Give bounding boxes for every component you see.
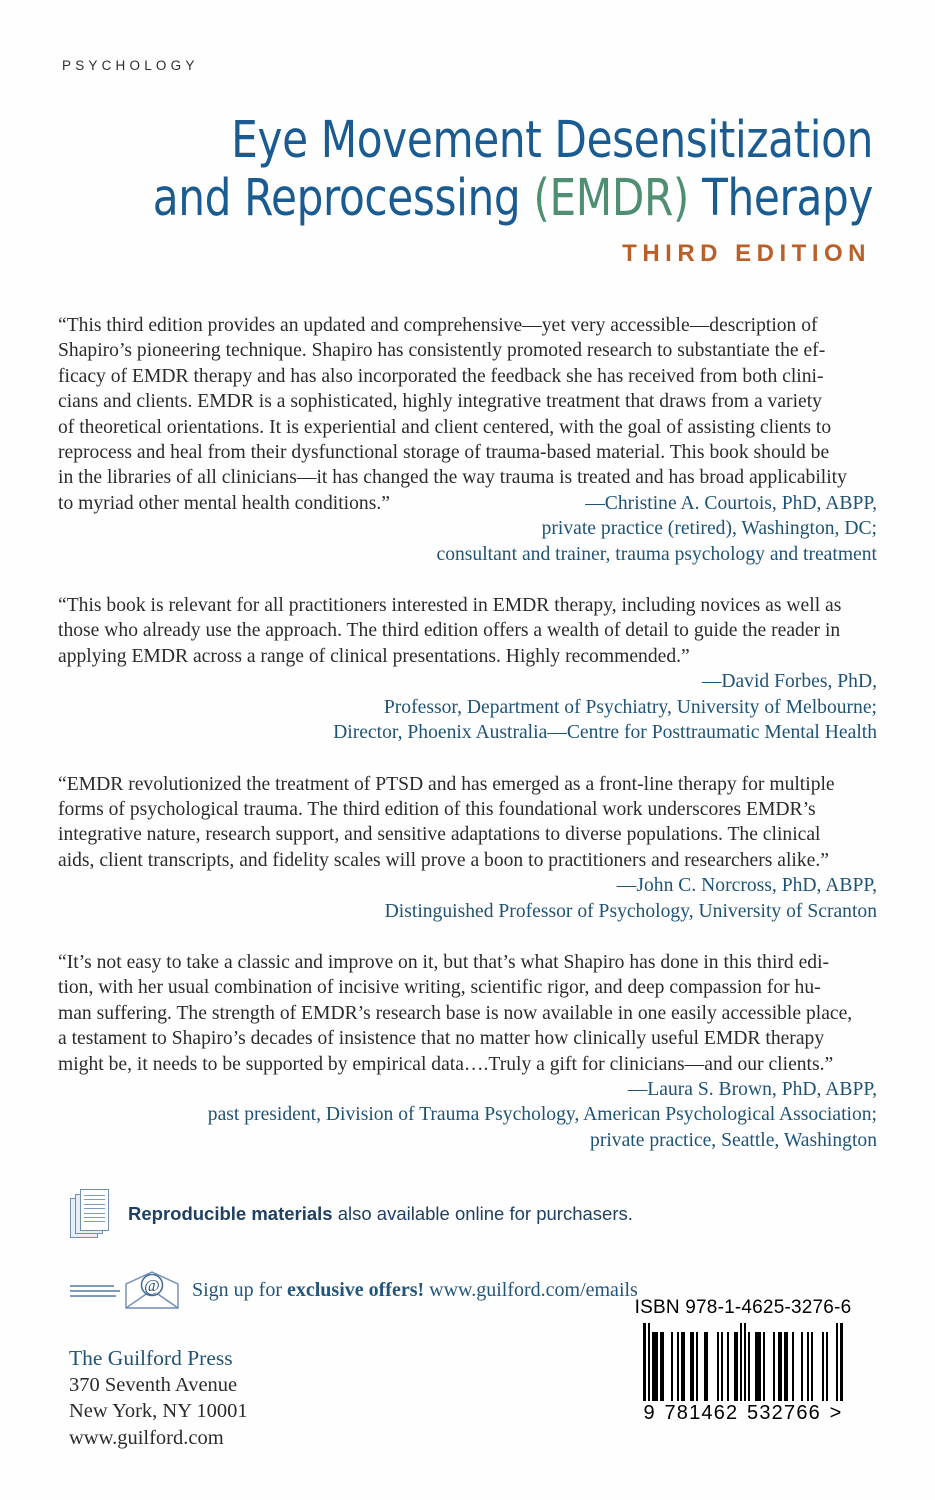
isbn-area bbox=[609, 1297, 877, 1425]
attribution-line: —David Forbes, PhD, bbox=[701, 671, 877, 693]
at-envelope-icon bbox=[124, 1270, 180, 1310]
quote-line: Shapiro’s pioneering technique. Shapiro has consistently promoted research to substantiate the ef- bbox=[58, 340, 826, 362]
barcode-digit-group-2: 532766 bbox=[747, 1402, 821, 1424]
quote-line: applying EMDR across a range of clinical presentations. Highly recommended.” bbox=[58, 645, 690, 667]
publisher-block bbox=[69, 1345, 248, 1451]
title-line-2-pre: and Reprocessing bbox=[152, 169, 534, 228]
barcode-digit-right: > bbox=[829, 1402, 843, 1424]
title-line-2 bbox=[127, 170, 873, 228]
barcode bbox=[641, 1323, 844, 1425]
quote-text bbox=[58, 950, 877, 1077]
attribution bbox=[58, 669, 877, 745]
attribution bbox=[58, 873, 877, 924]
quote-line: “It’s not easy to take a classic and improve on it, but that’s what Shapiro has done in this third edi- bbox=[58, 951, 830, 973]
attribution-line: Director, Phoenix Australia—Centre for Posttraumatic Mental Health bbox=[333, 722, 877, 744]
quote-line: man suffering. The strength of EMDR’s research base is now available in one easily accessible place, bbox=[58, 1002, 853, 1024]
isbn-label: ISBN 978-1-4625-3276-6 bbox=[634, 1297, 852, 1318]
attribution-line: past president, Division of Trauma Psychology, American Psychological Association; bbox=[207, 1104, 877, 1126]
reproducible-materials-promo bbox=[70, 1188, 633, 1240]
title-block bbox=[62, 112, 873, 268]
barcode-bars bbox=[641, 1323, 844, 1401]
quote-block bbox=[58, 593, 877, 745]
barcode-digit-group-1: 781462 bbox=[664, 1402, 739, 1424]
quote-line: cians and clients. EMDR is a sophisticated, highly integrative treatment that draws from a variety bbox=[58, 391, 822, 413]
quote-text bbox=[58, 313, 877, 491]
attribution-line: private practice, Seattle, Washington bbox=[590, 1129, 877, 1151]
attribution-line: private practice (retired), Washington, DC; bbox=[541, 518, 877, 540]
stacked-pages-icon bbox=[70, 1188, 114, 1240]
quote-line: a testament to Shapiro’s decades of insistence that no matter how clinically useful EMDR therapy bbox=[58, 1028, 825, 1050]
reproducible-materials-text bbox=[128, 1203, 633, 1225]
quote-line: those who already use the approach. The third edition offers a wealth of detail to guide the reader in bbox=[58, 620, 841, 642]
title-line-1: Eye Movement Desensitization bbox=[231, 111, 873, 170]
quote-block bbox=[58, 772, 877, 924]
attribution-line: —Laura S. Brown, PhD, ABPP, bbox=[627, 1078, 877, 1100]
publisher-website[interactable]: www.guilford.com bbox=[69, 1426, 224, 1449]
quote-block bbox=[58, 950, 877, 1153]
endorsement-quotes bbox=[58, 313, 877, 1153]
attribution-line: —John C. Norcross, PhD, ABPP, bbox=[616, 875, 877, 897]
quote-line: aids, client transcripts, and fidelity scales will prove a boon to practitioners and researchers alike.” bbox=[58, 849, 829, 871]
quote-line: ficacy of EMDR therapy and has also incorporated the feedback she has received from both clini- bbox=[58, 365, 824, 387]
barcode-digit-left: 9 bbox=[643, 1402, 656, 1424]
quote-line: integrative nature, research support, and sensitive adaptations to diverse populations. The clinical bbox=[58, 824, 821, 846]
email-signup-pre: Sign up for bbox=[192, 1278, 287, 1301]
quote-text bbox=[58, 772, 877, 874]
quote-line: “EMDR revolutionized the treatment of PTSD and has emerged as a front-line therapy for multiple bbox=[58, 773, 835, 795]
email-signup-bold: exclusive offers! bbox=[287, 1278, 425, 1301]
quote-line: tion, with her usual combination of incisive writing, scientific rigor, and deep compassion for hu- bbox=[58, 977, 821, 999]
quote-line: “This book is relevant for all practitioners interested in EMDR therapy, including novices as well as bbox=[58, 595, 842, 617]
attribution bbox=[58, 516, 877, 567]
attribution-line: Distinguished Professor of Psychology, University of Scranton bbox=[384, 900, 877, 922]
motion-lines-icon bbox=[70, 1278, 122, 1302]
reproducible-materials-bold: Reproducible materials bbox=[128, 1203, 333, 1224]
title-emdr-acronym: (EMDR) bbox=[533, 169, 690, 228]
publisher-address-line-1: 370 Seventh Avenue bbox=[69, 1373, 238, 1396]
quote-tail-line bbox=[58, 491, 877, 516]
quote-line: forms of psychological trauma. The third edition of this foundational work underscores EMDR’s bbox=[58, 798, 816, 820]
category-label: PSYCHOLOGY bbox=[62, 58, 199, 73]
reproducible-materials-rest: also available online for purchasers. bbox=[332, 1203, 633, 1224]
quote-line: in the libraries of all clinicians—it has changed the way trauma is treated and has broad applicability bbox=[58, 467, 847, 489]
edition-label: THIRD EDITION bbox=[622, 240, 871, 267]
email-signup-url[interactable]: www.guilford.com/emails bbox=[424, 1278, 638, 1301]
quote-block bbox=[58, 313, 877, 567]
barcode-digits bbox=[641, 1402, 844, 1425]
publisher-name: The Guilford Press bbox=[69, 1346, 233, 1370]
title-line-2-post: Therapy bbox=[689, 169, 873, 228]
attribution-line: consultant and trainer, trauma psychology and treatment bbox=[436, 543, 877, 565]
at-envelope-svg bbox=[124, 1270, 180, 1310]
quote-line: reprocess and heal from their dysfunctional storage of trauma-based material. This book should be bbox=[58, 442, 830, 464]
publisher-address-line-2: New York, NY 10001 bbox=[69, 1400, 248, 1422]
attribution-line: Professor, Department of Psychiatry, University of Melbourne; bbox=[383, 696, 877, 718]
email-signup-text[interactable] bbox=[192, 1279, 638, 1302]
quote-text bbox=[58, 593, 877, 669]
quote-line: might be, it needs to be supported by empirical data….Truly a gift for clinicians—and our clients.” bbox=[58, 1053, 834, 1075]
attribution bbox=[58, 1077, 877, 1153]
attribution-line: —Christine A. Courtois, PhD, ABPP, bbox=[585, 492, 877, 514]
svg-text:@: @ bbox=[144, 1276, 160, 1295]
quote-line: to myriad other mental health conditions.” bbox=[58, 492, 390, 514]
email-signup-promo bbox=[70, 1270, 638, 1310]
quote-line: “This third edition provides an updated and comprehensive—yet very accessible—description of bbox=[58, 315, 818, 336]
quote-line: of theoretical orientations. It is experiential and client centered, with the goal of assisting clients to bbox=[58, 416, 832, 438]
